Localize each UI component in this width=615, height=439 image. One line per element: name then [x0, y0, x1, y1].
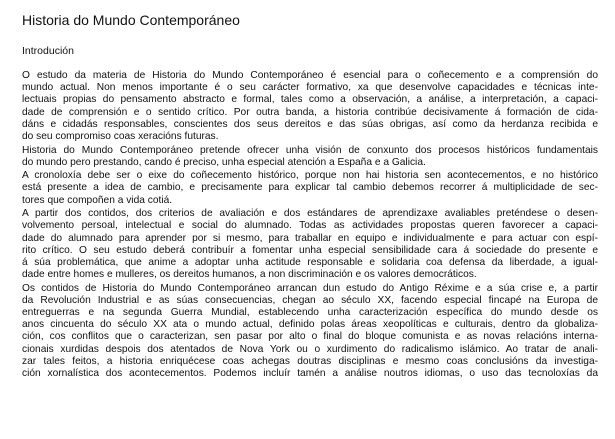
paragraph-4 [22, 208, 598, 281]
document-title: Historia do Mundo Contemporáneo [22, 12, 240, 28]
text-line: Os contidos de Historia do Mundo Contemporáneo arrancan dun estudo do Antigo Réxime e a súa crise e, a partir [22, 282, 598, 294]
text-line: dade do alumnado para aprender por si mesmo, para traballar en equipo e individualmente e para actuar con espí- [22, 232, 598, 244]
paragraph-3 [22, 170, 598, 207]
text-line: Historia do Mundo Contemporáneo pretende ofrecer unha visión de conxunto dos procesos históricos fundamentais [22, 144, 598, 156]
paragraph-2 [22, 145, 598, 169]
body-text [22, 70, 598, 382]
text-line: anos cincuenta do século XX ata o mundo actual, definido polas áreas xeopolíticas e culturais, dentro da globaliza- [22, 319, 598, 331]
text-line: está presente a idea de cambio, e precisamente para explicar tal cambio debemos recorrer á multiplicidade de sec- [22, 182, 598, 194]
text-line: á súa problemática, que anime a adoptar unha actitude responsable e solidaria coa defensa da liberdade, a igual- [22, 256, 598, 268]
text-line: lectuais propias do pensamento abstracto e formal, tales como a observación, a análise, a interpretación, a capaci- [22, 94, 598, 106]
text-line: mundo actual. Non menos importante é o seu carácter formativo, xa que desenvolve capacidades e técnicas inte- [22, 82, 598, 94]
section-heading: Introdución [22, 45, 74, 57]
text-line: entreguerras e na segunda Guerra Mundial, establecendo unha caracterización específica do mundo desde os [22, 307, 598, 319]
text-line: A partir dos contidos, dos criterios de avaliación e dos estándares de aprendizaxe avaliables preténdese o desen- [22, 208, 598, 220]
text-line: cionais xurdidas despois dos atentados de Nova York ou o xurdimento do radicalismo islámico. Ao tratar de anali- [22, 343, 598, 355]
text-line: O estudo da materia de Historia do Mundo Contemporáneo é esencial para o coñecemento e a comprensión do [22, 70, 598, 81]
text-line: do mundo pero prestando, cando é preciso, unha especial atención a España e a Galicia. [22, 156, 426, 168]
text-line: rito crítico. O seu estudo deberá contribuír a fomentar unha especial sensibilidade cara á sociedade do presente e [22, 244, 598, 256]
text-line: dade entre homes e mulleres, os dereitos humanos, a non discriminación e os valores democráticos. [22, 269, 477, 281]
paragraph-5 [22, 283, 598, 381]
text-line: da Revolución Industrial e as súas consecuencias, chegan ao século XX, facendo especial fincapé na Europa de [22, 294, 598, 306]
text-line: ción, cos conflitos que o caracterizan, sen pasar por alto o final do bloque comunista e as novas relacións interna- [22, 331, 598, 343]
text-line: A cronoloxía debe ser o eixe do coñecemento histórico, porque non hai historia sen acontecementos, e no histórico [22, 170, 598, 182]
text-line: dade de comprensión e o sentido crítico. Por outra banda, a historia contribúe decisivamente á formación de cida- [22, 106, 598, 118]
text-line: zar tales feitos, a historia enriquécese coas achegas doutras disciplinas e mesmo coas conclusións da investiga- [22, 355, 598, 367]
text-line: volvemento persoal, intelectual e social do alumnado. Todas as actividades propostas queren favorecer a capaci- [22, 220, 598, 232]
text-line: dáns e cidadás responsables, conscientes dos seus dereitos e das súas obrigas, así como da herdanza recibida e [22, 118, 598, 130]
text-line: tores que compoñen a vida cotiá. [22, 194, 173, 206]
paragraph-1 [22, 70, 598, 143]
text-line: do seu compromiso coas xeracións futuras. [22, 131, 219, 143]
text-line: ción xornalística dos acontecementos. Podemos incluír tamén a análise noutros idiomas, o uso das tecnoloxías da [22, 368, 598, 380]
